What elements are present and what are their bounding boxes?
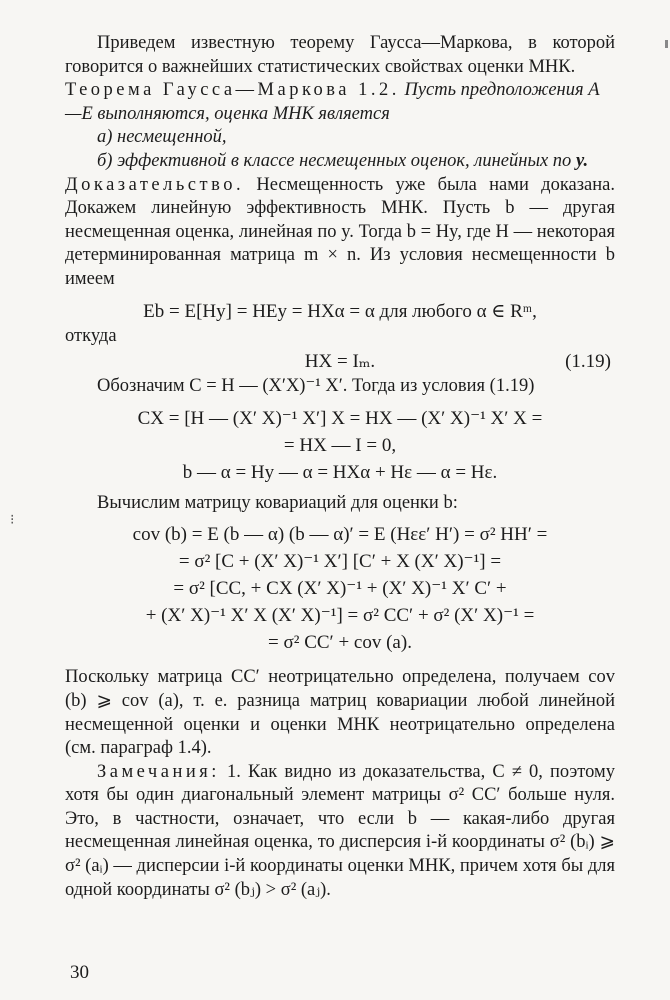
- equation-cov-line1: cov (b) = E (b — α) (b — α)′ = E (Hεε′ H′) = σ² HH′ =: [132, 524, 548, 546]
- theorem-heading: [65, 79, 615, 126]
- theorem-item-b-var: y.: [575, 150, 589, 171]
- text-whence: откуда: [65, 325, 117, 346]
- equation-number: (1.19): [565, 351, 611, 373]
- equation-cov-line4: + (X′ X)⁻¹ X′ X (X′ X)⁻¹] = σ² CC′ + σ² (X′ X)⁻¹ =: [145, 605, 535, 627]
- page-content: [65, 32, 615, 902]
- equation-1-19-body: HX = Iₘ.: [304, 351, 376, 373]
- proof-paragraph: [65, 174, 615, 292]
- equation-cx-line1: CX = [H — (X′ X)⁻¹ X′] X = HX — (X′ X)⁻¹ X′ X =: [137, 407, 543, 429]
- remarks-label: Замечания:: [97, 761, 220, 782]
- theorem-item-b-text: б) эффективной в классе несмещенных оценок, линейных по: [97, 150, 572, 171]
- theorem-item-a: а) несмещенной,: [97, 127, 227, 148]
- equation-cx-line2: = HX — I = 0,: [283, 434, 397, 456]
- theorem-statement: Пусть предположения А—Е выполняются, оценка МНК является: [65, 80, 600, 124]
- denote-paragraph: Обозначим C = H — (X′X)⁻¹ X′. Тогда из условия (1.19): [97, 376, 535, 397]
- remarks-paragraph: [65, 761, 615, 903]
- edge-mark: [665, 40, 668, 48]
- equation-b-minus-alpha: b — α = Hy — α = HXα + Hε — α = Hε.: [182, 461, 498, 483]
- equation-cov-line3: = σ² [CC, + CX (X′ X)⁻¹ + (X′ X)⁻¹ X′ C′ +: [173, 578, 507, 600]
- page-number: 30: [70, 962, 89, 983]
- proof-text: Несмещенность уже была нами доказана. Докажем линейную эффективность МНК. Пусть b — другая несмещенная оценка, линейная по y. Тогда b = Hy, где H — некоторая детерминированная матрица m × n. Из условия несмещенности b имеем: [65, 174, 615, 289]
- conclusion-paragraph: Поскольку матрица CC′ неотрицательно определена, получаем cov (b) ⩾ cov (a), т. е. разница матриц ковариации любой линейной несмещенной оценки и оценки МНК неотрицательно определена (см. параграф 1.4).: [65, 667, 615, 759]
- equation-cov-line5: = σ² CC′ + cov (a).: [268, 632, 412, 654]
- margin-mark: ⁝: [10, 513, 15, 528]
- equation-1-19: [65, 348, 615, 375]
- intro-paragraph: Приведем известную теорему Гаусса—Маркова, в которой говорится о важнейших статистических свойствах оценки МНК.: [65, 33, 615, 77]
- equation-cov-line2: = σ² [C + (X′ X)⁻¹ X′] [C′ + X (X′ X)⁻¹] =: [178, 551, 502, 573]
- theorem-label: Теорема Гаусса—Маркова 1.2.: [65, 80, 400, 101]
- theorem-item-b: [65, 150, 615, 174]
- proof-label: Доказательство.: [65, 174, 245, 195]
- compute-cov-text: Вычислим матрицу ковариаций для оценки b:: [97, 492, 458, 513]
- remarks-text: 1. Как видно из доказательства, C ≠ 0, поэтому хотя бы один диагональный элемент матрицы σ² CC′ больше нуля. Это, в частности, означает, что если b — какая-либо другая несмещенная линейная оценка, то дисперсия i-й координаты σ² (bᵢ) ⩾ σ² (aᵢ) — дисперсии i-й координаты оценки МНК, причем хотя бы для одной координаты σ² (bⱼ) > σ² (aⱼ).: [65, 761, 616, 900]
- equation-expectation: Eb = E[Hy] = HEy = HXα = α для любого α ∈ Rᵐ,: [143, 300, 537, 322]
